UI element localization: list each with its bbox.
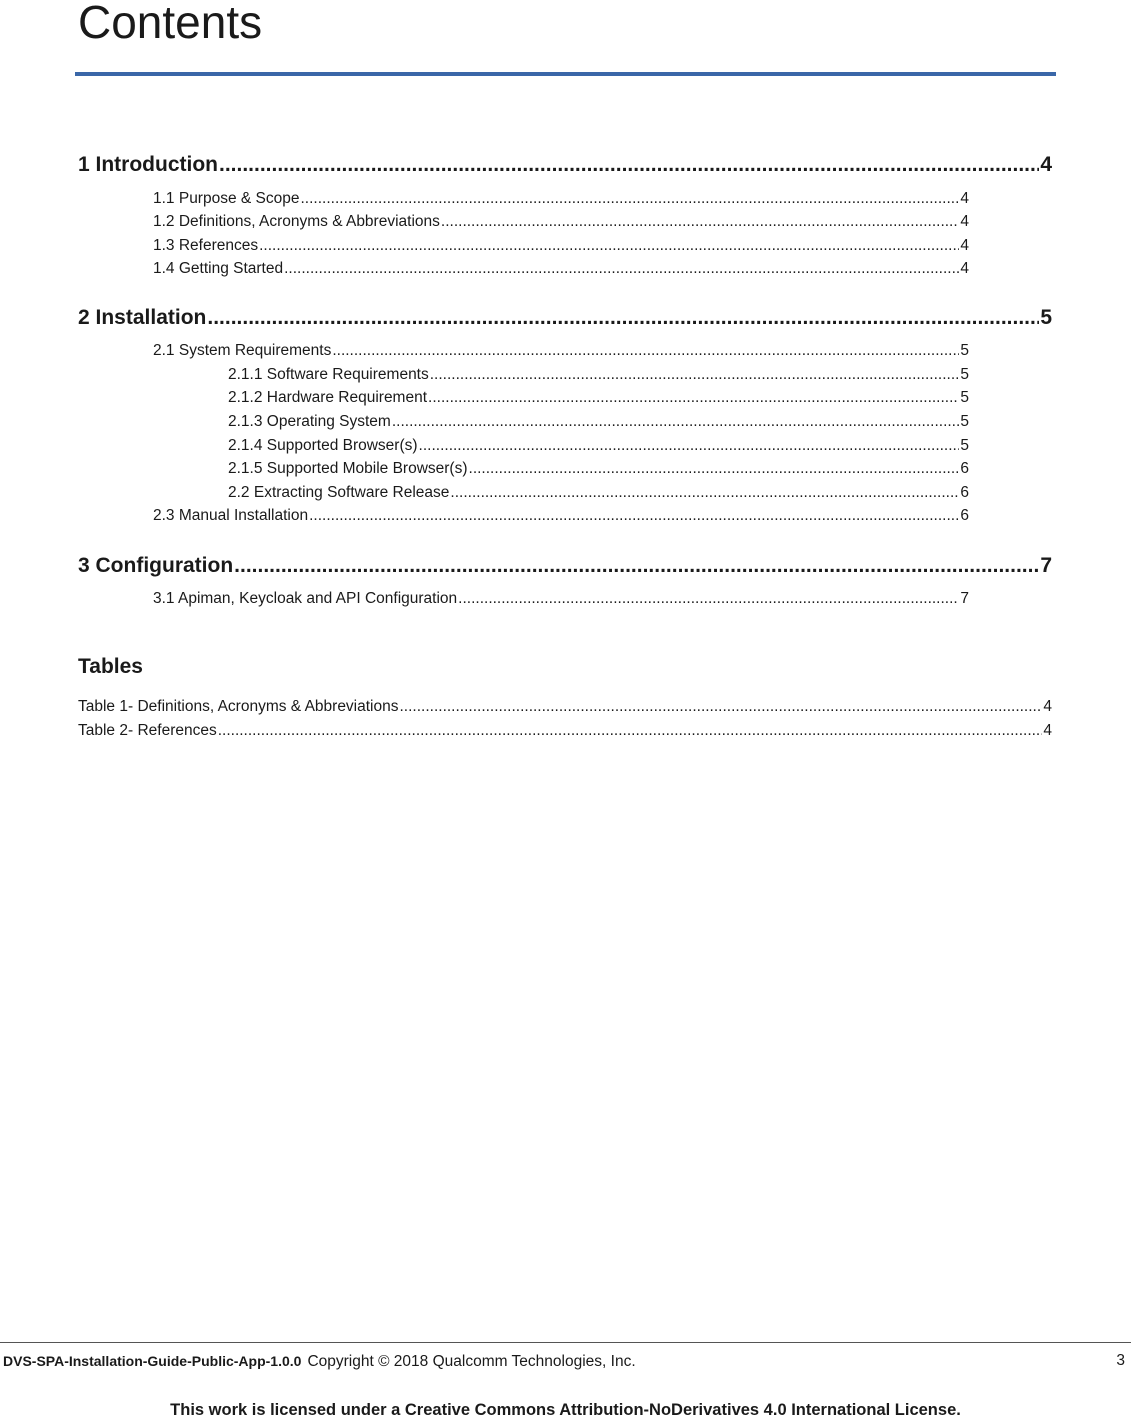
toc-entry-definitions[interactable]	[153, 212, 969, 232]
toc-entry-label: 2.1.4 Supported Browser(s)	[228, 437, 418, 454]
toc-leader-dots	[259, 236, 959, 256]
toc-entry-label: 2.1.3 Operating System	[228, 413, 391, 430]
toc-entry-page: 4	[960, 260, 969, 277]
toc-entry-page: 6	[960, 484, 969, 501]
toc-leader-dots	[301, 189, 960, 209]
toc-entry-page: 4	[960, 237, 969, 254]
toc-leader-dots	[428, 388, 959, 408]
toc-entry-hardware-requirement[interactable]	[228, 388, 969, 408]
toc-entry-page: 5	[1040, 306, 1052, 329]
table-entry-references[interactable]	[78, 721, 1052, 741]
toc-leader-dots	[458, 589, 959, 609]
toc-leader-dots	[234, 553, 1039, 579]
title-divider	[75, 72, 1056, 76]
toc-leader-dots	[392, 412, 960, 432]
toc-entry-page: 5	[960, 342, 969, 359]
toc-entry-label: 1.4 Getting Started	[153, 260, 284, 277]
toc-entry-label: 1.3 References	[153, 237, 259, 254]
footer-info	[3, 1351, 1128, 1372]
toc-entry-label: 1.2 Definitions, Acronyms & Abbreviations	[153, 213, 440, 230]
toc-entry-page: 4	[960, 190, 969, 207]
toc-leader-dots	[450, 483, 959, 503]
toc-leader-dots	[309, 506, 959, 526]
toc-entry-label: 2.1.2 Hardware Requirement	[228, 389, 428, 406]
toc-leader-dots	[332, 341, 959, 361]
toc-entry-page: 6	[960, 507, 969, 524]
toc-entry-page: 4	[1040, 153, 1052, 176]
toc-leader-dots	[469, 459, 960, 479]
table-entry-label: Table 1- Definitions, Acronyms & Abbreviations	[78, 698, 399, 715]
toc-entry-supported-mobile-browsers[interactable]	[228, 459, 969, 479]
footer-page-number: 3	[1116, 1352, 1125, 1369]
toc-leader-dots	[419, 436, 960, 456]
toc-entry-installation[interactable]	[78, 305, 1052, 331]
toc-leader-dots	[400, 697, 1043, 717]
page-title: Contents	[78, 0, 263, 48]
toc-entry-label: 2 Installation	[78, 306, 207, 329]
toc-entry-label: 3 Configuration	[78, 554, 234, 577]
toc-entry-purpose-scope[interactable]	[153, 189, 969, 209]
footer-license: This work is licensed under a Creative Commons Attribution-NoDerivatives 4.0 International License.	[170, 1401, 961, 1419]
toc-entry-manual-installation[interactable]	[153, 506, 969, 526]
toc-entry-getting-started[interactable]	[153, 259, 969, 279]
footer-divider	[0, 1342, 1131, 1343]
toc-leader-dots	[207, 305, 1039, 331]
toc-entry-references[interactable]	[153, 236, 969, 256]
toc-leader-dots	[218, 721, 1043, 741]
table-entry-definitions[interactable]	[78, 697, 1052, 717]
toc-entry-label: 2.1.1 Software Requirements	[228, 366, 429, 383]
toc-leader-dots	[430, 365, 960, 385]
footer-document-id: DVS-SPA-Installation-Guide-Public-App-1.0.0	[3, 1353, 302, 1369]
toc-leader-dots	[441, 212, 959, 232]
table-entry-label: Table 2- References	[78, 722, 217, 739]
toc-leader-dots	[284, 259, 959, 279]
toc-entry-configuration[interactable]	[78, 553, 1052, 579]
toc-entry-introduction[interactable]	[78, 152, 1052, 178]
toc-entry-page: 5	[960, 389, 969, 406]
toc-entry-page: 5	[960, 413, 969, 430]
toc-entry-page: 5	[960, 366, 969, 383]
toc-entry-software-requirements[interactable]	[228, 365, 969, 385]
toc-entry-label: 1 Introduction	[78, 153, 218, 176]
toc-entry-supported-browsers[interactable]	[228, 436, 969, 456]
toc-entry-extracting-software-release[interactable]	[228, 483, 969, 503]
toc-leader-dots	[219, 152, 1039, 178]
toc-entry-page: 5	[960, 437, 969, 454]
toc-entry-apiman-keycloak-api[interactable]	[153, 589, 969, 609]
toc-entry-system-requirements[interactable]	[153, 341, 969, 361]
footer-copyright: Copyright © 2018 Qualcomm Technologies, Inc.	[307, 1353, 636, 1370]
toc-entry-operating-system[interactable]	[228, 412, 969, 432]
table-entry-page: 4	[1043, 722, 1052, 739]
toc-entry-label: 2.1.5 Supported Mobile Browser(s)	[228, 460, 468, 477]
toc-entry-label: 2.2 Extracting Software Release	[228, 484, 450, 501]
tables-heading: Tables	[78, 655, 143, 678]
table-entry-page: 4	[1043, 698, 1052, 715]
toc-entry-page: 4	[960, 213, 969, 230]
toc-entry-page: 7	[960, 590, 969, 607]
toc-entry-label: 2.3 Manual Installation	[153, 507, 309, 524]
toc-entry-label: 3.1 Apiman, Keycloak and API Configuration	[153, 590, 458, 607]
toc-entry-page: 6	[960, 460, 969, 477]
toc-entry-label: 1.1 Purpose & Scope	[153, 190, 300, 207]
toc-entry-page: 7	[1040, 554, 1052, 577]
toc-entry-label: 2.1 System Requirements	[153, 342, 332, 359]
